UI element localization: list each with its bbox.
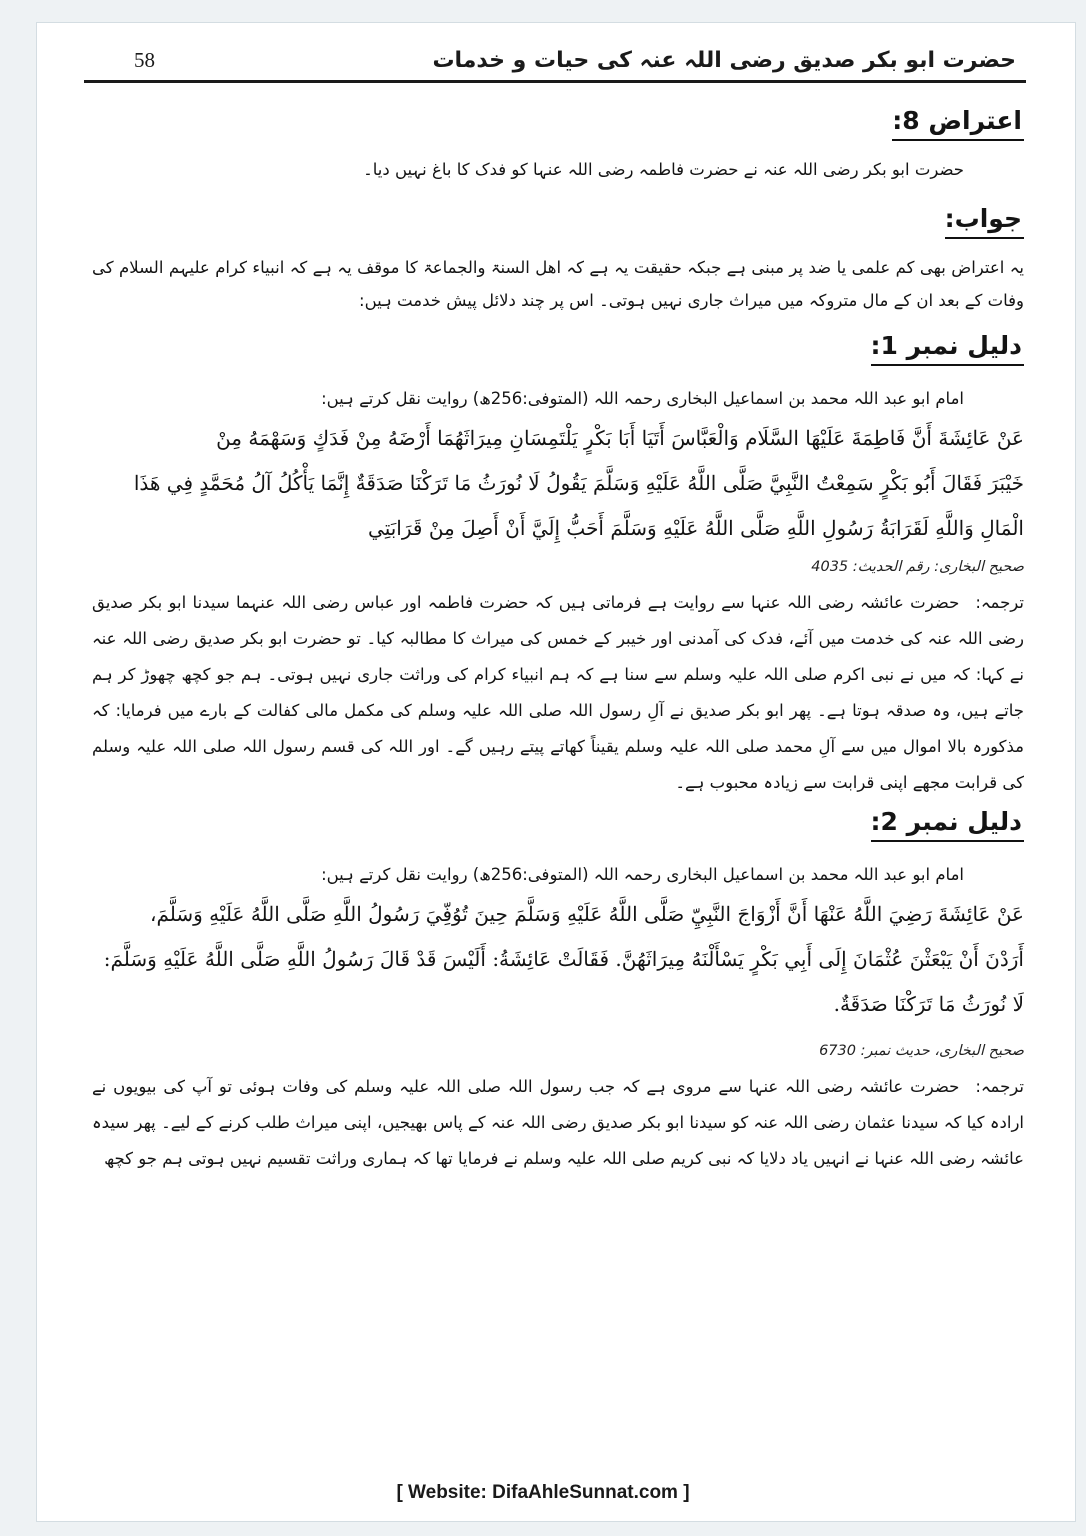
answer-section [92,186,1024,317]
evidence-2-intro: امام ابو عبد اللہ محمد بن اسماعیل البخاری رحمہ اللہ (المتوفی:256ھ) روایت نقل کرتے ہیں: [321,865,964,884]
evidence-2-arabic-text [92,892,1024,1027]
arabic-line: خَيْبَرَ فَقَالَ أَبُو بَكْرٍ سَمِعْتُ النَّبِيَّ صَلَّى اللَّهُ عَلَيْهِ وَسَلَّمَ يَقُولُ لَا نُورَثُ مَا تَرَكْنَا صَدَقَةٌ إِنَّمَا يَأْكُلُ آلُ مُحَمَّدٍ فِي هَذَا [133,471,1024,495]
evidence-2-reference: صحیح البخاری، حدیث نمبر: 6730 [819,1043,1024,1059]
website-footer: [ Website: DifaAhleSunnat.com ] [396,1482,690,1503]
evidence-1-arabic-text [92,416,1024,551]
book-title: حضرت ابو بکر صدیق رضی اللہ عنہ کی حیات و خدمات [432,47,1016,73]
header-divider [84,80,1026,83]
translation-text: حضرت عائشہ رضی اللہ عنہا سے مروی ہے کہ جب رسول اللہ صلی اللہ علیہ وسلم کی وفات ہوئی تو آپ کی بیویوں نے ارادہ کیا کہ سیدنا عثمان رضی اللہ عنہ کو سیدنا ابو بکر صدیق رضی اللہ عنہ کے پاس بھیجیں، اپنی میراث طلب کرنے کے لیے۔ پھر سیدہ عائشہ رضی اللہ عنہا نے انہیں یاد دلایا کہ نبی کریم صلی اللہ علیہ وسلم نے فرمایا تھا کہ ہماری وراثت تقسیم نہیں ہوتی ہم جو کچھ [92,1077,1024,1168]
arabic-line: أَرَدْنَ أَنْ يَبْعَثْنَ عُثْمَانَ إِلَى أَبِي بَكْرٍ يَسْأَلْنَهُ مِيرَاثَهُنَّ. فَقَالَتْ عَائِشَةُ: أَلَيْسَ قَدْ قَالَ رَسُولُ اللَّهِ صَلَّى اللَّهُ عَلَيْهِ وَسَلَّمَ: [103,947,1024,971]
page-header [84,40,1016,80]
evidence-2-heading: دلیل نمبر 2: [871,807,1024,842]
evidence-2-translation [92,1069,1024,1177]
translation-text: حضرت عائشہ رضی اللہ عنہا سے روایت ہے فرماتی ہیں کہ حضرت فاطمہ اور عباس رضی اللہ عنہما سیدنا ابو بکر صدیق رضی اللہ عنہ کی خدمت میں آئے، فدک کی آمدنی اور خیبر کے خمس کی میراث کا مطالبہ کیا۔ تو حضرت ابو بکر صدیق رضی اللہ عنہ نے کہا: کہ میں نے نبی اکرم صلی اللہ علیہ وسلم سے سنا ہے کہ ہم انبیاء کرام کی وراثت جاری نہیں ہوتی۔ ہم جو کچھ چھوڑ کر ہم جاتے ہیں، وہ صدقہ ہوتا ہے۔ پھر ابو بکر صدیق نے آلِ رسول اللہ صلی اللہ علیہ وسلم کی مکمل مالی کفالت کے بارے میں فرمایا: کہ مذکورہ بالا اموال میں سے آلِ محمد صلی اللہ علیہ وسلم یقیناً کھاتے پیتے رہیں گے۔ اور اللہ کی قسم رسول اللہ صلی اللہ علیہ وسلم کی قرابت مجھے اپنی قرابت سے زیادہ محبوب ہے۔ [92,593,1024,792]
evidence-1-section [92,317,1024,801]
page-body [92,96,1024,1177]
evidence-1-translation [92,585,1024,801]
answer-text: یہ اعتراض بھی کم علمی یا ضد پر مبنی ہے جبکہ حقیقت یہ ہے کہ اھل السنۃ والجماعۃ کا موقف یہ ہے کہ انبیاء کرام علیہم السلام کی وفات کے بعد ان کے مال متروکہ میں میراث جاری نہیں ہوتی۔ اس پر چند دلائل پیش خدمت ہیں: [92,258,1024,310]
evidence-1-heading: دلیل نمبر 1: [871,331,1024,366]
objection-section [92,96,1024,186]
arabic-line: عَنْ عَائِشَةَ أَنَّ فَاطِمَةَ عَلَيْهَا السَّلَام وَالْعَبَّاسَ أَتَيَا أَبَا بَكْرٍ يَلْتَمِسَانِ مِيرَاثَهُمَا أَرْضَهُ مِنْ فَدَكٍ وَسَهْمَهُ مِنْ [216,426,1024,450]
translation-label: ترجمہ: [975,593,1024,612]
objection-heading: اعتراض 8: [892,106,1024,141]
evidence-1-reference: صحیح البخاری: رقم الحدیث: 4035 [811,559,1024,575]
answer-heading: جواب: [945,204,1024,239]
evidence-2-section [92,801,1024,1177]
page-number: 58 [134,47,155,72]
translation-label: ترجمہ: [975,1077,1024,1096]
objection-text: حضرت ابو بکر رضی اللہ عنہ نے حضرت فاطمہ رضی اللہ عنہا کو فدک کا باغ نہیں دیا۔ [363,160,964,179]
arabic-line: لَا نُورَثُ مَا تَرَكْنَا صَدَقَةٌ. [833,992,1024,1016]
evidence-1-intro: امام ابو عبد اللہ محمد بن اسماعیل البخاری رحمہ اللہ (المتوفی:256ھ) روایت نقل کرتے ہیں: [321,389,964,408]
arabic-line: الْمَالِ وَاللَّهِ لَقَرَابَةُ رَسُولِ اللَّهِ صَلَّى اللَّهُ عَلَيْهِ وَسَلَّمَ أَحَبُّ إِلَيَّ أَنْ أَصِلَ مِنْ قَرَابَتِي [368,516,1024,540]
arabic-line: عَنْ عَائِشَةَ رَضِيَ اللَّهُ عَنْهَا أَنَّ أَزْوَاجَ النَّبِيِّ صَلَّى اللَّهُ عَلَيْهِ وَسَلَّمَ حِينَ تُوُفِّيَ رَسُولُ اللَّهِ صَلَّى اللَّهُ عَلَيْهِ وَسَلَّمَ، [149,902,1024,926]
